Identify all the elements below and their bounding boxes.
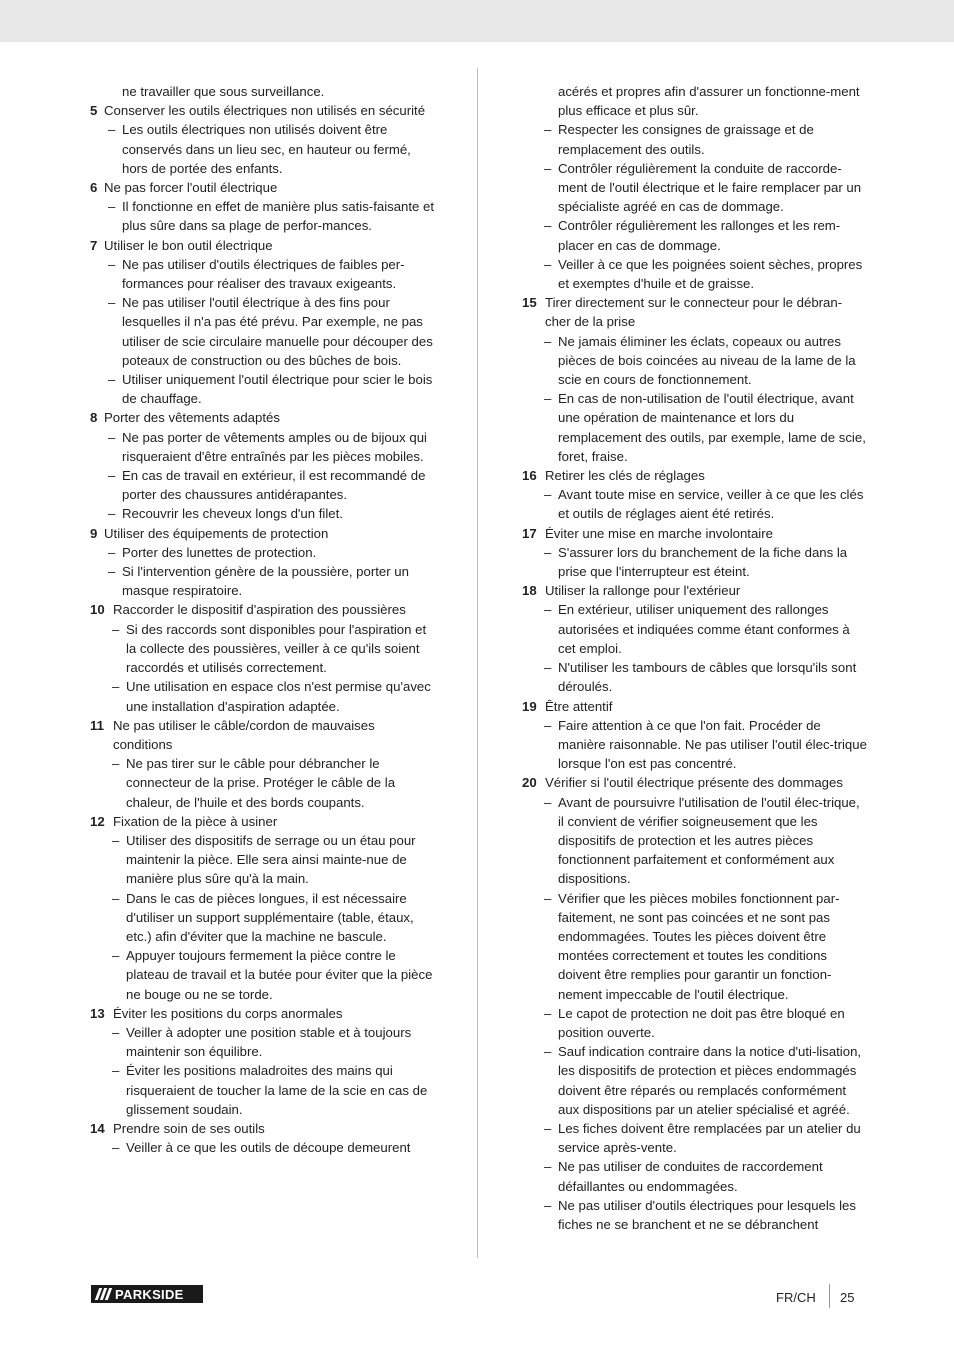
dash-bullet-icon: – — [112, 679, 120, 695]
numbered-section — [522, 697, 867, 774]
dash-bullet-icon: – — [112, 1024, 120, 1040]
dash-bullet-icon: – — [112, 890, 120, 906]
bullet-item — [90, 293, 435, 370]
numbered-section — [522, 524, 867, 582]
dash-bullet-icon: – — [544, 1005, 552, 1021]
dash-bullet-icon: – — [112, 1063, 120, 1079]
bullet-text: En cas de travail en extérieur, il est recommandé de porter des chaussures antidérapantes. — [122, 468, 426, 503]
bullet-item — [522, 1042, 867, 1119]
dash-bullet-icon: – — [544, 1044, 552, 1060]
bullet-text: Les outils électriques non utilisés doivent être conservés dans un lieu sec, en hauteur ou fermé, hors de portée des enfants. — [122, 122, 411, 176]
section-number: 18 — [522, 583, 537, 599]
dash-bullet-icon: – — [108, 544, 116, 560]
bullet-text: Veiller à adopter une position stable et à toujours maintenir son équilibre. — [126, 1024, 412, 1060]
dash-bullet-icon: – — [544, 1197, 552, 1213]
bullet-item — [522, 1004, 867, 1042]
dash-bullet-icon: – — [108, 122, 116, 138]
bullet-text: Ne pas utiliser d'outils électriques de faibles per-formances pour réaliser des travaux exigeants. — [122, 256, 405, 292]
numbered-section — [90, 1119, 435, 1157]
numbered-section — [90, 716, 435, 812]
footer-separator — [829, 1284, 830, 1308]
right-column — [522, 82, 867, 1234]
numbered-section — [90, 524, 435, 601]
bullet-item — [90, 255, 435, 293]
dash-bullet-icon: – — [108, 564, 116, 580]
bullet-text: Avant toute mise en service, veiller à ce que les clés et outils de réglages aient été retirés. — [558, 487, 864, 522]
dash-bullet-icon: – — [544, 256, 552, 272]
logo-stripes-icon — [91, 1285, 115, 1303]
numbered-section — [522, 466, 867, 524]
dash-bullet-icon: – — [544, 1120, 552, 1136]
bullet-item — [90, 677, 435, 715]
bullet-item — [522, 332, 867, 390]
section-number: 16 — [522, 468, 537, 484]
bullet-item — [90, 620, 435, 678]
section-number: 19 — [522, 698, 537, 714]
bullet-text: En extérieur, utiliser uniquement des rallonges autorisées et indiquées comme étant conformes à cet emploi. — [558, 602, 850, 656]
numbered-section — [522, 293, 867, 466]
left-column — [90, 82, 435, 1157]
dash-bullet-icon: – — [544, 544, 552, 560]
bullet-item — [522, 793, 867, 889]
dash-bullet-icon: – — [108, 295, 116, 311]
bullet-item — [522, 120, 867, 158]
section-title: Ne pas forcer l'outil électrique — [104, 180, 278, 196]
bullet-text: Éviter les positions maladroites des mains qui risqueraient de toucher la lame de la scie en cas de glissement soudain. — [126, 1063, 428, 1117]
bullet-text: Utiliser des dispositifs de serrage ou un étau pour maintenir la pièce. Elle sera ainsi mainte-nue de manière plus sûre qu'à la main. — [126, 832, 416, 887]
dash-bullet-icon: – — [544, 160, 552, 176]
bullet-text: Si des raccords sont disponibles pour l'aspiration et la collecte des poussières, veiller à ce qu'ils soient raccordés et utilisés correctement. — [126, 621, 427, 676]
dash-bullet-icon: – — [544, 890, 552, 906]
bullet-text: Dans le cas de pièces longues, il est nécessaire d'utiliser un support supplémentaire (table, étaux, etc.) afin d'éviter que la machine ne bascule. — [126, 890, 414, 944]
bullet-text: acérés et propres afin d'assurer un fonctionne-ment plus efficace et plus sûr. — [558, 84, 860, 119]
bullet-text: Ne pas utiliser l'outil électrique à des fins pour lesquelles il n'a pas été prévu. Par exemple, ne pas utiliser de scie circulaire manuelle pour découper des poteaux de construction ou des bûches de bois. — [122, 295, 433, 368]
numbered-section — [90, 1004, 435, 1119]
section-title: Prendre soin de ses outils — [113, 1120, 265, 1136]
dash-bullet-icon: – — [108, 506, 116, 522]
bullet-text: Il fonctionne en effet de manière plus satis-faisante et plus sûre dans sa plage de perfor-mances. — [122, 199, 435, 234]
bullet-item — [90, 504, 435, 523]
bullet-item — [90, 82, 435, 101]
bullet-item — [90, 197, 435, 235]
dash-bullet-icon: – — [544, 602, 552, 618]
dash-bullet-icon: – — [112, 1140, 120, 1156]
numbered-section — [90, 812, 435, 1004]
language-code: FR/CH — [776, 1290, 816, 1305]
numbered-section — [522, 773, 867, 1234]
section-title: Fixation de la pièce à usiner — [113, 813, 278, 829]
bullet-text: Ne pas utiliser de conduites de raccordement défaillantes ou endommagées. — [558, 1159, 823, 1194]
numbered-section — [90, 101, 435, 178]
section-title: Éviter les positions du corps anormales — [113, 1005, 343, 1021]
logo-brand-text: PARKSIDE — [115, 1286, 184, 1302]
dash-bullet-icon: – — [544, 333, 552, 349]
bullet-text: Porter des lunettes de protection. — [122, 544, 317, 560]
bullet-text: S'assurer lors du branchement de la fiche dans la prise que l'interrupteur est éteint. — [558, 544, 848, 580]
bullet-text: Respecter les consignes de graissage et de remplacement des outils. — [558, 122, 814, 157]
bullet-text: ne travailler que sous surveillance. — [122, 84, 325, 99]
section-title: Être attentif — [545, 698, 613, 714]
bullet-item — [90, 120, 435, 178]
numbered-section — [90, 236, 435, 409]
bullet-item — [90, 370, 435, 408]
bullet-item — [90, 466, 435, 504]
dash-bullet-icon: – — [112, 832, 120, 848]
dash-bullet-icon: – — [108, 199, 116, 215]
bullet-item — [522, 159, 867, 217]
bullet-item — [90, 1061, 435, 1119]
section-number: 17 — [522, 525, 537, 541]
bullet-item — [90, 562, 435, 600]
section-title: Utiliser le bon outil électrique — [104, 237, 273, 253]
section-number: 8 — [90, 410, 98, 426]
bullet-item — [522, 1119, 867, 1157]
bullet-text: Ne pas porter de vêtements amples ou de bijoux qui risqueraient d'être entraînés par les pièces mobiles. — [122, 429, 427, 464]
bullet-item — [90, 754, 435, 812]
bullet-text: Vérifier que les pièces mobiles fonctionnent par-faitement, ne sont pas coincées et ne sont pas endommagées. Toutes les pièces doivent être montées correctement et toutes les conditions doivent être remplies pour garantir un fonction-nement impeccable de l'outil électrique. — [558, 890, 840, 1002]
bullet-text: Si l'intervention génère de la poussière, porter un masque respiratoire. — [122, 564, 409, 599]
section-title: Éviter une mise en marche involontaire — [545, 525, 773, 541]
dash-bullet-icon: – — [544, 218, 552, 234]
bullet-item — [522, 889, 867, 1004]
section-number: 11 — [90, 717, 104, 733]
bullet-item — [90, 1023, 435, 1061]
section-number: 10 — [90, 602, 105, 618]
dash-bullet-icon: – — [544, 487, 552, 503]
dash-bullet-icon: – — [112, 948, 120, 964]
bullet-item — [90, 543, 435, 562]
parkside-logo — [91, 1285, 203, 1303]
bullet-text: Sauf indication contraire dans la notice d'uti-lisation, les dispositifs de protection et pièces endommagés doivent être réparés ou remplacés conformément aux dispositions par un atelier spécialisé et agréé. — [558, 1044, 862, 1117]
section-number: 13 — [90, 1005, 105, 1021]
bullet-text: Faire attention à ce que l'on fait. Procéder de manière raisonnable. Ne pas utiliser l'outil élec-trique lorsque l'on est pas concentré. — [558, 717, 867, 772]
section-title: Utiliser des équipements de protection — [104, 525, 329, 541]
bullet-item — [522, 1157, 867, 1195]
bullet-item — [522, 82, 867, 120]
numbered-section — [90, 178, 435, 236]
bullet-item — [90, 831, 435, 889]
bullet-text: Veiller à ce que les outils de découpe demeurent — [126, 1140, 411, 1156]
top-header-bar — [0, 0, 954, 42]
numbered-section — [522, 581, 867, 696]
numbered-section — [522, 82, 867, 293]
bullet-text: Les fiches doivent être remplacées par un atelier du service après-vente. — [558, 1120, 861, 1156]
bullet-text: Utiliser uniquement l'outil électrique pour scier le bois de chauffage. — [122, 372, 433, 407]
dash-bullet-icon: – — [112, 756, 120, 772]
bullet-item — [522, 658, 867, 696]
dash-bullet-icon: – — [544, 391, 552, 407]
section-number: 15 — [522, 295, 537, 311]
section-number: 12 — [90, 813, 105, 829]
bullet-text: Ne pas tirer sur le câble pour débrancher le connecteur de la prise. Protéger le câble de la chaleur, de l'huile et des bords coupants. — [126, 756, 396, 810]
dash-bullet-icon: – — [544, 794, 552, 810]
section-number: 6 — [90, 180, 98, 196]
bullet-text: Contrôler régulièrement les rallonges et les rem-placer en cas de dommage. — [558, 218, 841, 253]
dash-bullet-icon: – — [544, 660, 552, 676]
bullet-text: Contrôler régulièrement la conduite de raccorde-ment de l'outil électrique et le faire remplacer par un spécialiste agréé en cas de dommage. — [558, 160, 862, 215]
section-title: Raccorder le dispositif d'aspiration des poussières — [113, 602, 406, 618]
section-title: Conserver les outils électriques non utilisés en sécurité — [104, 103, 426, 119]
bullet-text: Veiller à ce que les poignées soient sèches, propres et exemptes d'huile et de graisse. — [558, 256, 863, 292]
dash-bullet-icon: – — [108, 468, 116, 484]
bullet-item — [90, 428, 435, 466]
section-number: 20 — [522, 775, 537, 791]
section-title: Tirer directement sur le connecteur pour le débran-cher de la prise — [545, 295, 843, 330]
dash-bullet-icon: – — [108, 372, 116, 388]
bullet-item — [90, 889, 435, 947]
bullet-item — [90, 1138, 435, 1157]
numbered-section — [90, 408, 435, 523]
bullet-item — [522, 389, 867, 466]
numbered-section — [90, 600, 435, 715]
bullet-item — [522, 543, 867, 581]
section-title: Retirer les clés de réglages — [545, 468, 705, 484]
bullet-text: En cas de non-utilisation de l'outil électrique, avant une opération de maintenance et lors du remplacement des outils, par exemple, lame de scie, foret, fraise. — [558, 391, 866, 464]
bullet-item — [522, 716, 867, 774]
section-number: 9 — [90, 525, 98, 541]
dash-bullet-icon: – — [544, 717, 552, 733]
page-number: 25 — [840, 1290, 855, 1305]
section-title: Ne pas utiliser le câble/cordon de mauvaises conditions — [113, 717, 375, 752]
numbered-section — [90, 82, 435, 101]
bullet-text: Le capot de protection ne doit pas être bloqué en position ouverte. — [558, 1005, 845, 1040]
section-number: 7 — [90, 237, 98, 253]
dash-bullet-icon: – — [112, 621, 120, 637]
bullet-text: Ne pas utiliser d'outils électriques pour lesquels les fiches ne se branchent et ne se débranchent — [558, 1197, 856, 1232]
bullet-text: Ne jamais éliminer les éclats, copeaux ou autres pièces de bois coincées au niveau de la lame de la scie en cours de fonctionnement. — [558, 333, 856, 388]
section-number: 14 — [90, 1120, 105, 1136]
bullet-item — [90, 946, 435, 1004]
section-title: Porter des vêtements adaptés — [104, 410, 280, 426]
dash-bullet-icon: – — [544, 122, 552, 138]
bullet-text: N'utiliser les tambours de câbles que lorsqu'ils sont déroulés. — [558, 660, 857, 695]
bullet-text: Recouvrir les cheveux longs d'un filet. — [122, 506, 343, 522]
bullet-item — [522, 485, 867, 523]
section-number: 5 — [90, 103, 98, 119]
section-title: Utiliser la rallonge pour l'extérieur — [545, 583, 741, 599]
bullet-text: Appuyer toujours fermement la pièce contre le plateau de travail et la butée pour éviter que la pièce ne bouge ou ne se torde. — [126, 948, 433, 1002]
bullet-item — [522, 1196, 867, 1234]
bullet-text: Avant de poursuivre l'utilisation de l'outil élec-trique, il convient de vérifier soigneusement que les dispositifs de protection et les autres pièces fonctionnent parfaitement et conformément aux dispositions. — [558, 794, 860, 887]
bullet-item — [522, 216, 867, 254]
dash-bullet-icon: – — [108, 256, 116, 272]
bullet-item — [522, 600, 867, 658]
bullet-text: Une utilisation en espace clos n'est permise qu'avec une installation d'aspiration adaptée. — [126, 679, 431, 714]
bullet-item — [522, 255, 867, 293]
column-divider — [477, 68, 478, 1258]
dash-bullet-icon: – — [108, 429, 116, 445]
section-title: Vérifier si l'outil électrique présente des dommages — [545, 775, 843, 791]
dash-bullet-icon: – — [544, 1159, 552, 1175]
